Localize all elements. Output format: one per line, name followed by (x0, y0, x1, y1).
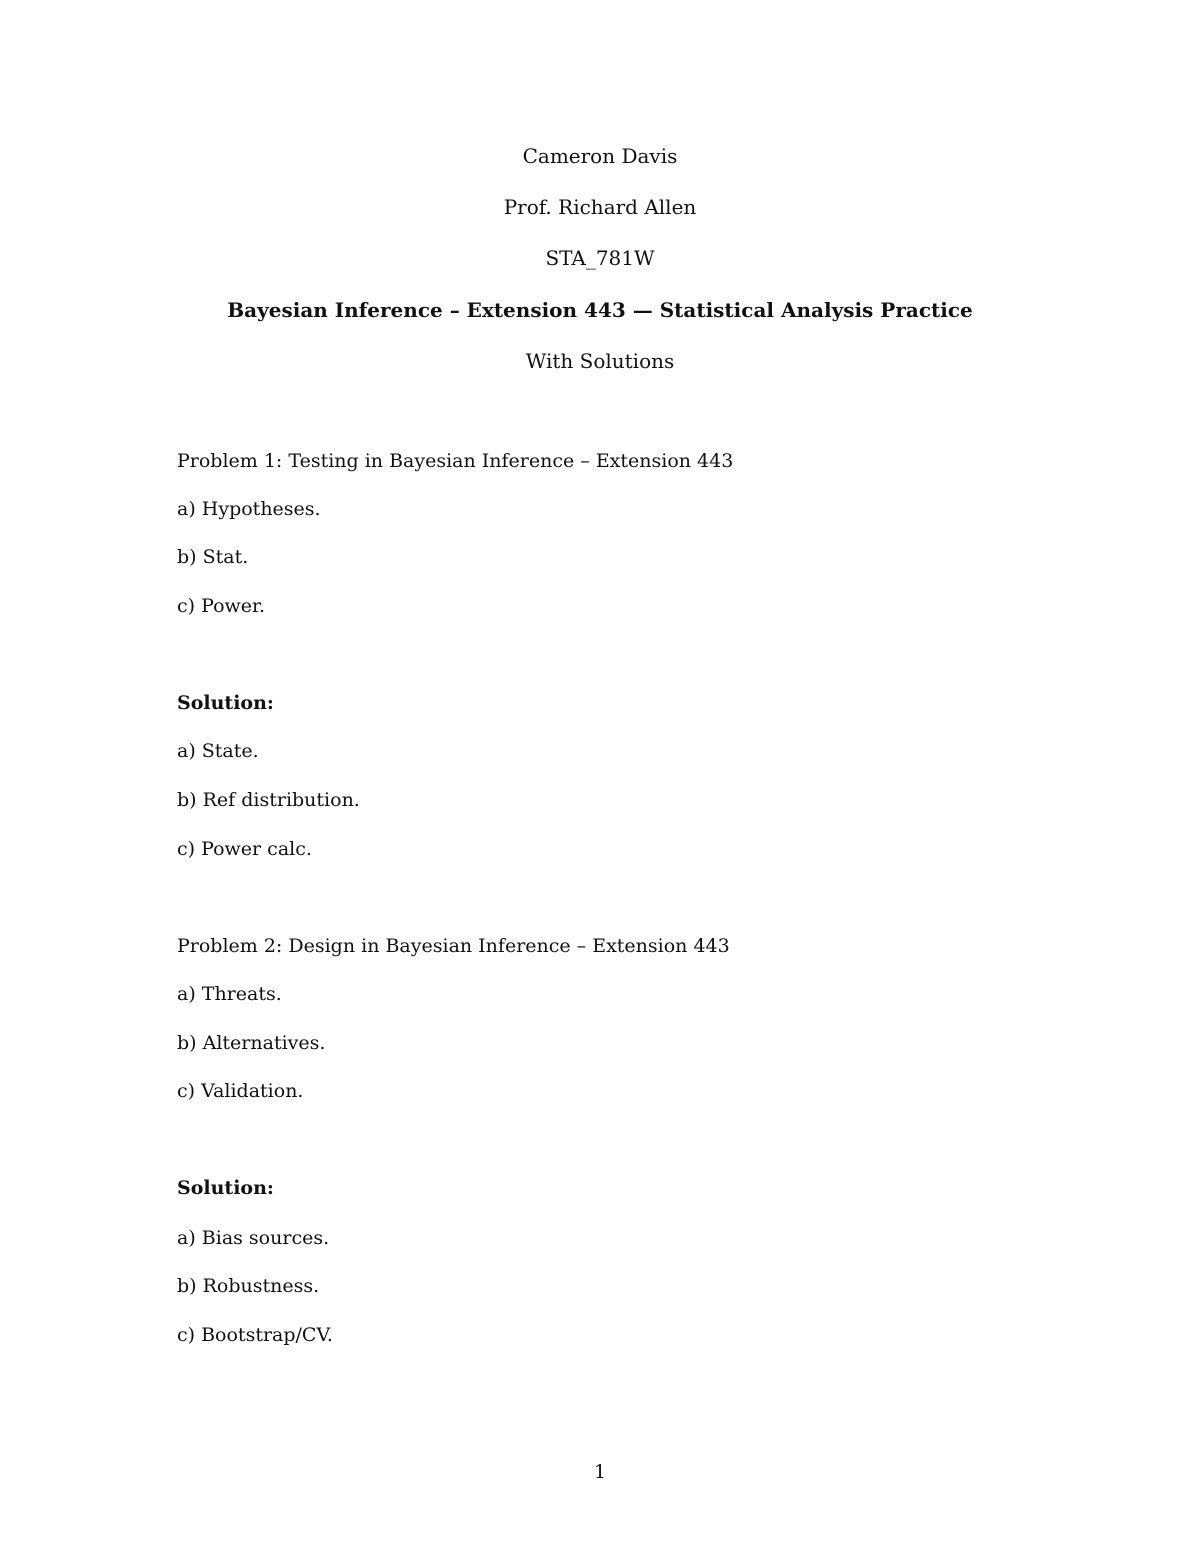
solution-part: b) Robustness. (177, 1275, 320, 1297)
problem-part: c) Power. (177, 595, 266, 617)
solution-label: Solution: (177, 1177, 274, 1199)
problem-part: c) Validation. (177, 1080, 304, 1102)
problem-heading: Problem 2: Design in Bayesian Inference – Extension 443 (177, 935, 730, 957)
professor-name: Prof. Richard Allen (503, 195, 697, 219)
solution-part: a) State. (177, 740, 259, 762)
solution-part: a) Bias sources. (177, 1227, 330, 1249)
problem-part: a) Threats. (177, 983, 282, 1005)
author-name: Cameron Davis (522, 144, 678, 168)
page-number: 1 (593, 1461, 607, 1483)
solution-part: c) Bootstrap/CV. (177, 1324, 333, 1346)
problem-part: a) Hypotheses. (177, 498, 321, 520)
course-code: STA_781W (545, 246, 655, 270)
solution-part: b) Ref distribution. (177, 789, 360, 811)
document-title: Bayesian Inference – Extension 443 — Statistical Analysis Practice (227, 298, 973, 322)
solution-part: c) Power calc. (177, 838, 312, 860)
document-subtitle: With Solutions (525, 349, 675, 373)
problem-heading: Problem 1: Testing in Bayesian Inference – Extension 443 (177, 450, 734, 472)
solution-label: Solution: (177, 692, 274, 714)
problem-part: b) Stat. (177, 546, 249, 568)
problem-part: b) Alternatives. (177, 1032, 326, 1054)
